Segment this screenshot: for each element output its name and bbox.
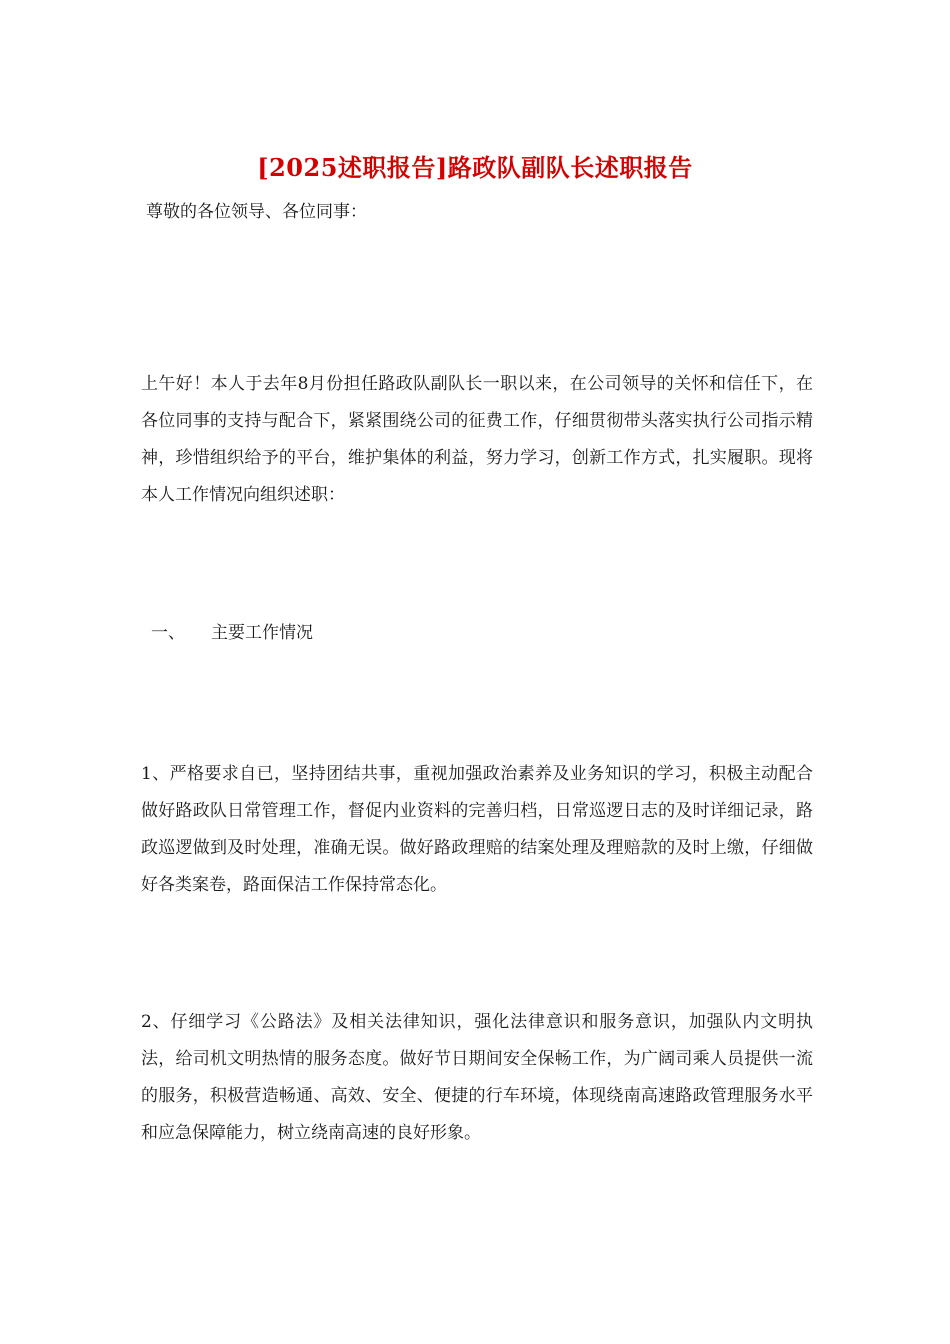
- salutation: 尊敬的各位领导、各位同事：: [146, 202, 367, 222]
- intro-paragraph: 上午好！本人于去年8月份担任路政队副队长一职以来，在公司领导的关怀和信任下，在各位同事的支持与配合下，紧紧围绕公司的征费工作，仔细贯彻带头落实执行公司指示精神，珍惜组织给予的平台，维护集体的利益，努力学习，创新工作方式，扎实履职。现将本人工作情况向组织述职：: [141, 374, 813, 505]
- section-number: 一、: [151, 623, 185, 643]
- section-heading: [151, 620, 313, 646]
- section-heading-text: 主要工作情况: [211, 623, 313, 643]
- document-title: [2025述职报告]路政队副队长述职报告: [257, 153, 693, 182]
- work-item-2: 2、仔细学习《公路法》及相关法律知识，强化法律意识和服务意识，加强队内文明执法，给司机文明热情的服务态度。做好节日期间安全保畅工作，为广阔司乘人员提供一流的服务，积极营造畅通、高效、安全、便捷的行车环境，体现绕南高速路政管理服务水平和应急保障能力，树立绕南高速的良好形象。: [141, 1012, 813, 1143]
- work-item-1: 1、严格要求自已，坚持团结共事，重视加强政治素养及业务知识的学习，积极主动配合做好路政队日常管理工作，督促内业资料的完善归档，日常巡逻日志的及时详细记录，路政巡逻做到及时处理，准确无误。做好路政理赔的结案处理及理赔款的及时上缴，仔细做好各类案卷，路面保洁工作保持常态化。: [141, 764, 813, 895]
